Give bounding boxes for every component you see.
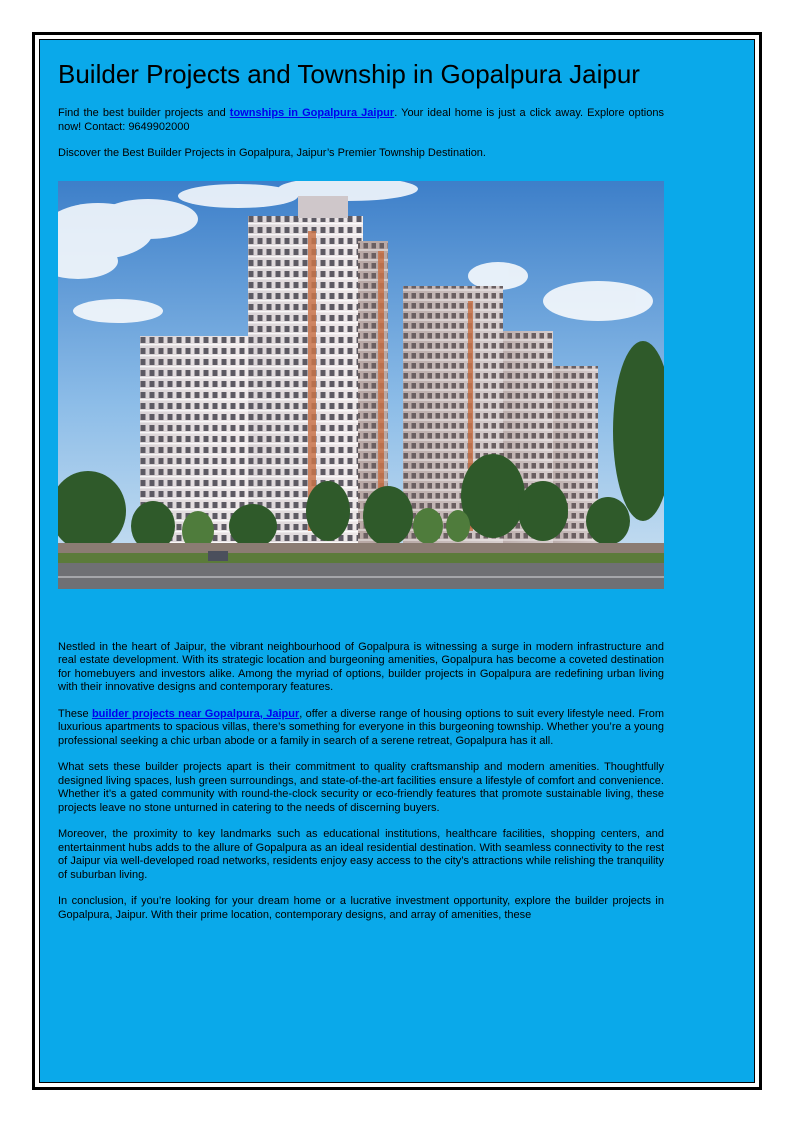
para2-text-after: , offer a diverse range of housing options to suit every lifestyle need. From luxurious apartments to spacious villas, there’s something for everyone in this burgeoning township. Whether you’re a young professional seeking a chic urban abode or a family in search of a serene retreat, Gopalpura has it all. [58,707,664,747]
para2-text-before: These [58,707,92,720]
discover-paragraph: Discover the Best Builder Projects in Gopalpura, Jaipur’s Premier Township Destination. [58,147,486,159]
document-body [58,58,664,922]
intro-text-before: Find the best builder projects and [58,107,230,119]
paragraph-3: What sets these builder projects apart is their commitment to quality craftsmanship and modern amenities. Thoughtfully designed living spaces, lush green surroundings, and state-of-the-art facilities ensure a lifestyle of comfort and convenience. Whether it’s a gated community with round-the-clock security or eco-friendly features that promote sustainable living, these projects leave no stone unturned in catering to the needs of discerning buyers. [58,761,664,814]
intro-paragraph [58,107,664,134]
paragraph-2 [58,708,664,749]
builder-projects-link[interactable]: builder projects near Gopalpura, Jaipur [91,707,300,720]
paragraph-5: In conclusion, if you’re looking for your dream home or a lucrative investment opportunity, explore the builder projects in Gopalpura, Jaipur. With their prime location, contemporary designs, and array of amenities, these [58,895,664,921]
page-title: Builder Projects and Township in Gopalpura Jaipur [58,59,640,89]
intro-text-after: . Your ideal home is just a click away. Explore options now! Contact: 9649902000 [58,107,664,133]
building-hero-image [58,181,664,589]
townships-link[interactable]: townships in Gopalpura Jaipur [229,107,395,119]
paragraph-1: Nestled in the heart of Jaipur, the vibrant neighbourhood of Gopalpura is witnessing a surge in modern infrastructure and real estate development. With its strategic location and burgeoning amenities, Gopalpura has become a coveted destination for homebuyers and investors alike. Among the myriad of options, builder projects in Gopalpura are redefining urban living with their innovative designs and contemporary features. [58,640,664,693]
paragraph-4: Moreover, the proximity to key landmarks such as educational institutions, healthcare facilities, shopping centers, and entertainment hubs adds to the allure of Gopalpura as an ideal residential destination. With seamless connectivity to the rest of Jaipur via well-developed road networks, residents enjoy easy access to the city’s attractions while relishing the tranquility of suburban living. [58,828,664,881]
